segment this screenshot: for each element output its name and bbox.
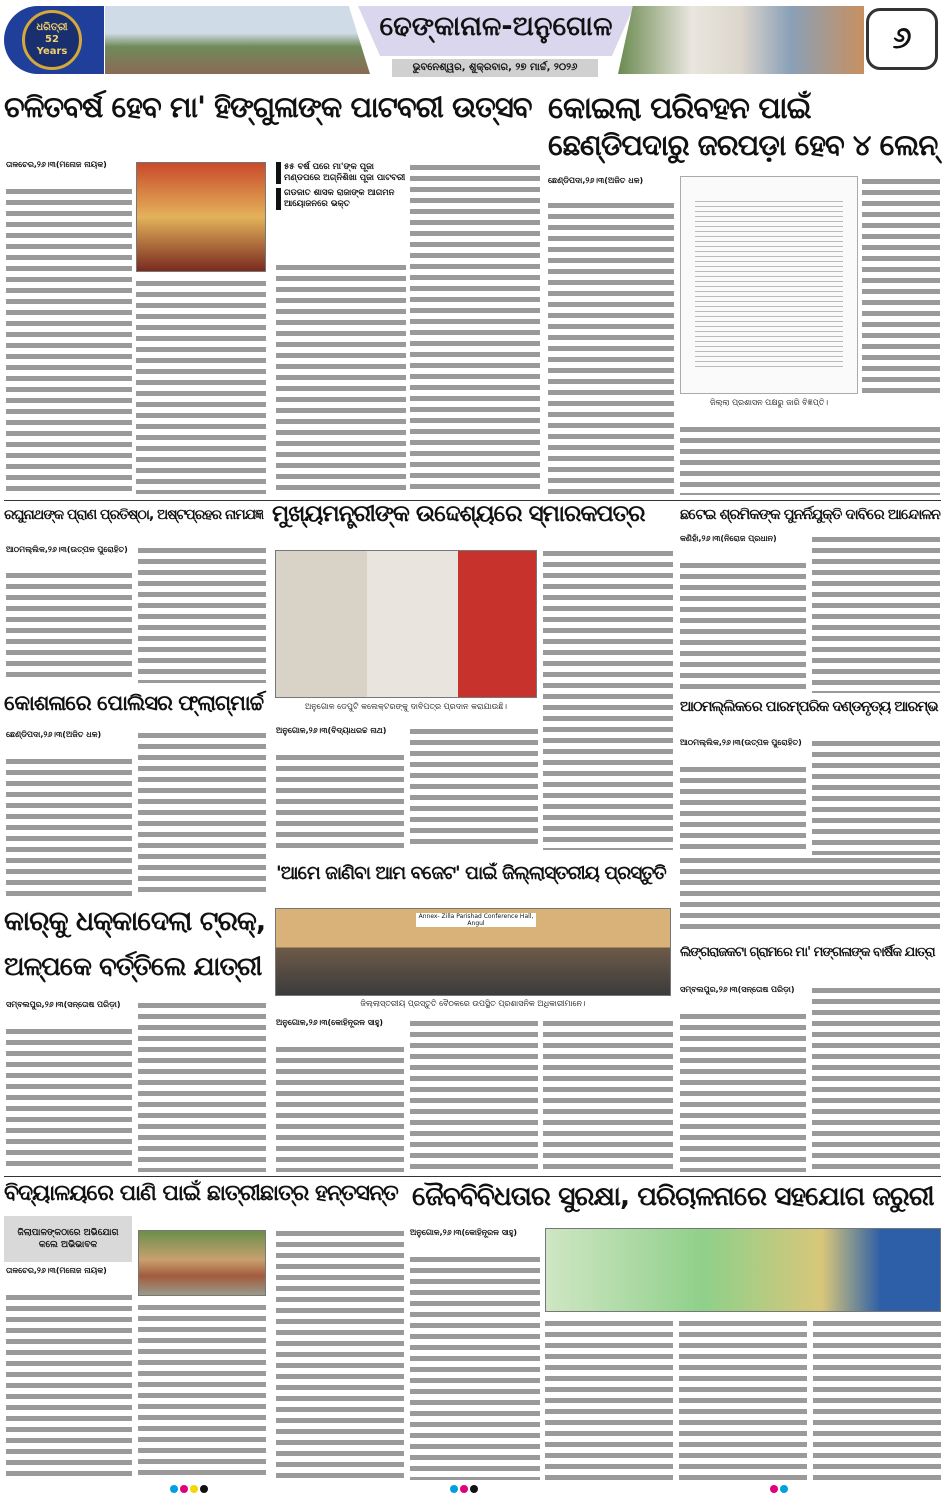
headline: କାର୍‌କୁ ଧକ୍କାଦେଲା ଟ୍ରକ୍, <box>4 906 266 937</box>
date-text: ଭୁବନେଶ୍ୱର, ଶୁକ୍ରବାର, ୨୭ ମାର୍ଚ୍ଚ, ୨୦୨୬ <box>412 62 578 73</box>
article-text <box>276 1044 404 1172</box>
factory-photo <box>105 6 370 74</box>
biodiversity-event-photo <box>545 1228 941 1312</box>
dateline: ଛେଣ୍ଡିପଦା,୨୬।୩(ଅଜିତ ଧଳ) <box>548 176 674 186</box>
photo-caption: ଜିଲ୍ଲାସ୍ତରୀୟ ପ୍ରସ୍ତୁତି ବୈଠକରେ ଉପସ୍ଥିତ ପ୍ରଶାସନିକ ଅଧିକାରୀମାନେ। <box>360 999 586 1008</box>
headline: ଆଠମଲ୍ଲିକରେ ପାରମ୍ପରିକ ଦଣ୍ଡନୃତ୍ୟ ଆରମ୍ଭ <box>680 699 938 715</box>
headline: ଚଳିତବର୍ଷ ହେବ ମା' ହିଙ୍ଗୁଳାଙ୍କ ପାଟବରୀ ଉତ୍ସବ <box>4 90 532 124</box>
article-text <box>138 730 266 898</box>
headline: କୋଇଲା ପରିବହନ ପାଇଁ <box>548 91 811 126</box>
article-text <box>410 162 540 494</box>
headline: ବିଦ୍ୟାଳୟରେ ପାଣି ପାଇଁ ଛାତ୍ରୀଛାତ୍ର ହନ୍ତସନ୍ତ <box>4 1181 398 1206</box>
dateline: କଣିହାଁ,୨୬।୩(ନିରୋଜ ପ୍ରଧାନ) <box>680 534 806 544</box>
headline: ଅଳ୍ପକେ ବର୍ତ୍ତିଲେ ଯାତ୍ରୀ <box>4 952 262 982</box>
document-photo <box>680 176 858 394</box>
kicker-line: କଲେ ଅଭିଭାବକ <box>38 1240 98 1250</box>
article-text <box>812 534 940 693</box>
budget-meeting-photo <box>275 908 671 996</box>
highlight-item: ୫୫ ବର୍ଷ ପରେ ମା'ଙ୍କ ପୂଜା ମଣ୍ଡପରେ ଅଗ୍ନିଶିଖା ପୂଜା ପାଟବରୀ <box>276 162 406 184</box>
article-text <box>6 756 132 898</box>
article-text <box>862 176 940 396</box>
school-photo <box>138 1230 266 1296</box>
photo-caption: ଜିଲ୍ଲା ପ୍ରଶାସନ ପକ୍ଷରୁ ଜାରି ବିଜ୍ଞପ୍ତି। <box>709 398 829 407</box>
page-number-box: ୬ <box>866 8 938 70</box>
article-text <box>6 1292 132 1480</box>
dateline: ଆଠମଲ୍ଲିକ,୨୬।୩(ଉତ୍ପଳ ପୁରୋହିତ) <box>680 738 806 748</box>
article-text <box>680 560 806 693</box>
memorandum-photo <box>275 550 537 698</box>
headline: ଲିଙ୍ଗରାଜକଟା ଗ୍ରାମରେ ମା' ମଙ୍ଗଳାଙ୍କ ବାର୍ଷିକ ଯାତ୍ରା <box>680 945 935 960</box>
dateline: ଛେଣ୍ଡିପଦା,୨୬।୩(ଅଜିତ ଧଳ) <box>6 730 132 740</box>
color-registration-marks <box>170 1485 790 1495</box>
dateline: ସମ୍ବଲପୁର,୨୬।୩(ସନ୍ତୋଷ ପରିଡ଼ା) <box>6 1000 132 1010</box>
article-text <box>6 186 132 494</box>
article-text <box>410 1254 540 1480</box>
article-text <box>543 548 673 850</box>
highlight-box <box>276 162 406 210</box>
article-text <box>6 570 132 683</box>
kicker-line: ଜିଲାପାଳଙ୍କଠାରେ ଅଭିଯୋଗ <box>17 1227 119 1238</box>
article-text <box>276 1228 404 1480</box>
headline: କୋଶଳାରେ ପୋଲିସର ଫ୍ଲାଗ୍‌ମାର୍ଚ୍ଚ <box>4 691 264 715</box>
anniversary-badge <box>22 10 82 70</box>
article-text <box>680 1011 806 1172</box>
article-text <box>680 855 940 935</box>
temple-photo <box>618 6 864 74</box>
dateline: ତାଳଚେର,୨୬।୩(ମନୋଜ ନାୟକ) <box>6 1266 132 1276</box>
article-text <box>812 985 940 1172</box>
dateline: ଅନୁଗୋଳ,୨୬।୩(ବିଦ୍ୟାଧରଚ୍ଚ ନାଥ) <box>276 726 404 736</box>
article-text <box>136 278 266 494</box>
article-text <box>138 1000 266 1172</box>
dateline: ଅନୁଗୋଳ,୨୬।୩(କୋହିନୂରଳ ସାହୁ) <box>410 1228 540 1238</box>
photo-caption: ଅନୁଗୋଳ ଡେପୁଟି କଲେକ୍ଟରଙ୍କୁ ଦାବିପତ୍ର ପ୍ରଦାନ କରାଯାଉଛି। <box>304 702 507 711</box>
article-text <box>679 1318 807 1480</box>
highlight-item: ଗଡଜାତ ଶାସକ ରାଜାଙ୍କ ଆଗମନ ଆୟୋଜନରେ ଭକ୍ତ <box>276 188 406 210</box>
article-text <box>410 1018 538 1172</box>
headline: ଜୈବବିବିଧତାର ସୁରକ୍ଷା, ପରିଚାଳନାରେ ସହଯୋଗ ଜରୁରୀ <box>412 1181 934 1212</box>
article-text <box>680 424 940 495</box>
article-text <box>545 1318 673 1480</box>
article-text <box>548 200 674 495</box>
headline: 'ଆମେ ଜାଣିବା ଆମ ବଜେଟ' ପାଇଁ ଜିଲ୍ଲାସ୍ତରୀୟ ପ୍ରସ୍ତୁତି <box>276 863 666 884</box>
article-text <box>138 1302 266 1480</box>
masthead <box>0 0 945 80</box>
goddess-photo <box>136 162 266 272</box>
dateline: ସମ୍ବଲପୁର,୨୬।୩(ସନ୍ତୋଷ ପରିଡ଼ା) <box>680 985 806 995</box>
headline: ଛେଣ୍ଡିପଦାରୁ ଜରପଡ଼ା ହେବ ୪ ଲେନ୍ <box>548 128 938 162</box>
headline: ରଘୁନାଥଙ୍କ ପ୍ରାଣ ପ୍ରତିଷ୍ଠା, ଅଷ୍ଟପ୍ରହର ନାମଯଜ୍ଞ <box>4 507 264 523</box>
anniversary-logo-text: ଧରିତ୍ରୀ 52 Years <box>36 22 68 57</box>
divider <box>4 1176 941 1177</box>
kicker-box <box>4 1216 132 1262</box>
article-text <box>276 262 406 494</box>
banner-text: Annex- Zilla Parishad Conference Hall, Angul <box>416 913 536 927</box>
article-text <box>276 752 404 850</box>
dateline: ଅନୁଗୋଳ,୨୬।୩(କୋହିନୂରଳ ସାହୁ) <box>276 1018 404 1028</box>
headline: ଛଟେଇ ଶ୍ରମିକଙ୍କ ପୁନର୍ନିଯୁକ୍ତି ଦାବିରେ ଆନ୍ଦୋଳନ <box>680 507 940 523</box>
article-text <box>813 1318 941 1480</box>
article-text <box>138 545 266 683</box>
section-title: ଢେଙ୍କାନାଳ-ଅନୁଗୋଳ <box>379 11 613 42</box>
dateline: ତାଳଚେର,୨୬।୩(ମନୋଜ ନାୟକ) <box>6 160 132 170</box>
article-text <box>543 1018 673 1172</box>
headline: ମୁଖ୍ୟମନ୍ତ୍ରୀଙ୍କ ଉଦ୍ଦେଶ୍ୟରେ ସ୍ମାରକପତ୍ର <box>272 501 645 527</box>
article-text <box>410 726 538 850</box>
article-text <box>6 1026 132 1172</box>
dateline: ଆଠମଲ୍ଲିକ,୨୬।୩(ଉତ୍ପଳ ପୁରୋହିତ) <box>6 545 132 555</box>
